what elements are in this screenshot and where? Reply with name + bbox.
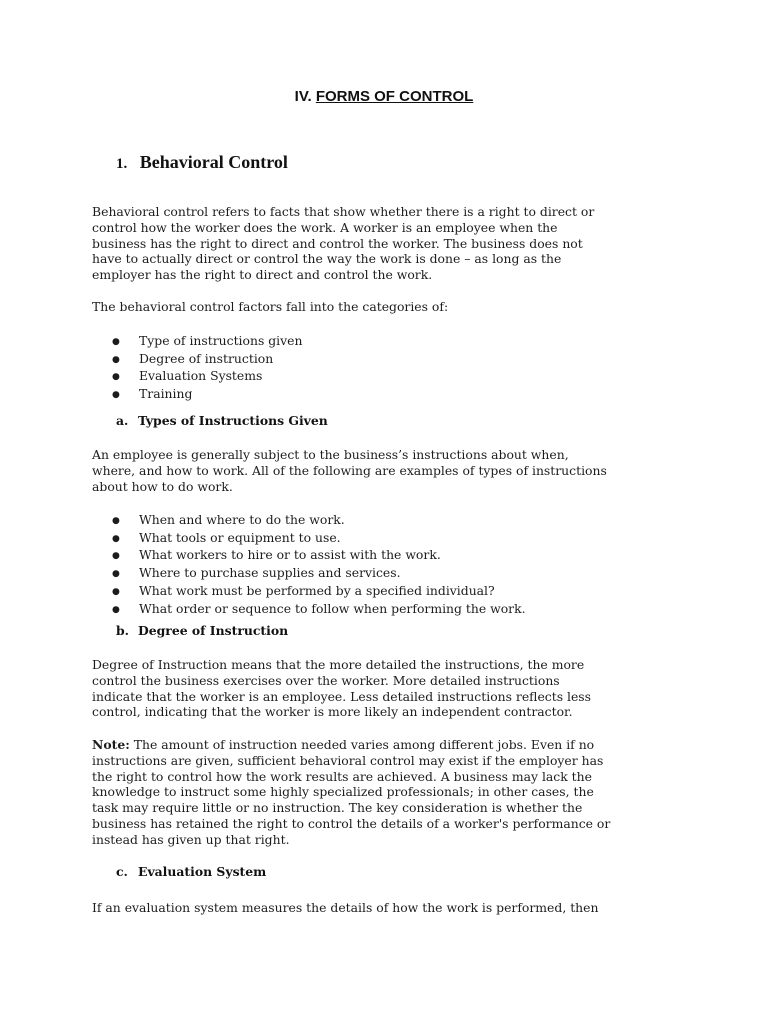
paragraph-line: control how the worker does the work. A worker is an employee when the: [92, 219, 558, 235]
paragraph-line: instructions are given, sufficient behavioral control may exist if the employer has: [92, 752, 604, 768]
bullet-icon: ●: [112, 551, 120, 562]
list-item: ● Degree of instruction: [112, 351, 302, 369]
paragraph-line: business has the right to direct and control the worker. The business does not: [92, 235, 583, 251]
bullet-icon: ●: [112, 569, 120, 580]
section-heading-text: Behavioral Control: [139, 152, 288, 172]
list-item: ● Training: [112, 386, 302, 404]
paragraph-line: task may require little or no instruction. The key consideration is whether the: [92, 800, 583, 816]
bullet-icon: ●: [112, 337, 120, 347]
examples-list: [112, 512, 526, 618]
paragraph-line: Degree of Instruction means that the more detailed the instructions, the more: [92, 657, 585, 672]
paragraph-line: indicate that the worker is an employee. Less detailed instructions reflects less: [92, 688, 592, 704]
paragraph-line: have to actually direct or control the way the work is done – as long as the: [92, 251, 562, 267]
factors-intro: The behavioral control factors fall into the categories of:: [92, 299, 449, 314]
list-item: ● Where to purchase supplies and services.: [112, 565, 526, 583]
title-text: FORMS OF CONTROL: [315, 88, 474, 105]
factors-list: [112, 333, 302, 404]
bullet-icon: ●: [112, 372, 120, 383]
paragraph-line: Behavioral control refers to facts that show whether there is a right to direct or: [92, 204, 595, 219]
paragraph-line: where, and how to work. All of the following are examples of types of instructions: [92, 462, 607, 478]
list-item: ● When and where to do the work.: [112, 512, 526, 530]
note-paragraph: [92, 737, 662, 848]
paragraph-line: the right to control how the work results are achieved. A business may lack the: [92, 768, 592, 784]
subheading-evaluation-system: c. Evaluation System: [116, 864, 267, 879]
paragraph-line: about how to do work.: [92, 478, 233, 494]
list-item: ● What tools or equipment to use.: [112, 530, 526, 548]
note-label: Note:: [92, 737, 130, 752]
paragraph-line: Note: The amount of instruction needed varies among different jobs. Even if no: [92, 737, 595, 752]
paragraph-line: business has retained the right to control the details of a worker's performance or: [92, 815, 611, 831]
section-heading-behavioral-control: [116, 152, 288, 173]
bullet-icon: ●: [112, 604, 120, 615]
bullet-icon: ●: [112, 586, 120, 597]
paragraph-line: An employee is generally subject to the business’s instructions about when,: [92, 447, 569, 462]
paragraph-line: If an evaluation system measures the details of how the work is performed, then: [92, 900, 599, 915]
list-item: ● What order or sequence to follow when performing the work.: [112, 601, 526, 619]
bullet-icon: ●: [112, 516, 120, 526]
paragraph-line: control, indicating that the worker is more likely an independent contractor.: [92, 704, 573, 720]
title-prefix: IV.: [294, 88, 312, 105]
list-item: ● Evaluation Systems: [112, 368, 302, 386]
paragraph-line: control the business exercises over the worker. More detailed instructions: [92, 672, 560, 688]
bullet-icon: ●: [112, 533, 120, 544]
list-item: ● What work must be performed by a specified individual?: [112, 583, 526, 601]
paragraph-line: knowledge to instruct some highly specialized professionals; in other cases, the: [92, 784, 594, 800]
paragraph-line: employer has the right to direct and control the work.: [92, 267, 433, 283]
list-item: ● Type of instructions given: [112, 333, 302, 351]
subheading-degree-of-instruction: b. Degree of Instruction: [116, 623, 289, 638]
intro-paragraph: [92, 204, 662, 283]
section-number: 1.: [116, 156, 128, 172]
evaluation-paragraph: [92, 900, 662, 916]
bullet-icon: ●: [112, 390, 120, 401]
list-item: ● What workers to hire or to assist with the work.: [112, 547, 526, 565]
page-title: [0, 88, 768, 105]
degree-paragraph: [92, 657, 662, 720]
instructions-paragraph: [92, 447, 662, 494]
subheading-types-of-instructions: a. Types of Instructions Given: [116, 413, 328, 428]
paragraph-line: instead has given up that right.: [92, 831, 290, 847]
bullet-icon: ●: [112, 354, 120, 365]
